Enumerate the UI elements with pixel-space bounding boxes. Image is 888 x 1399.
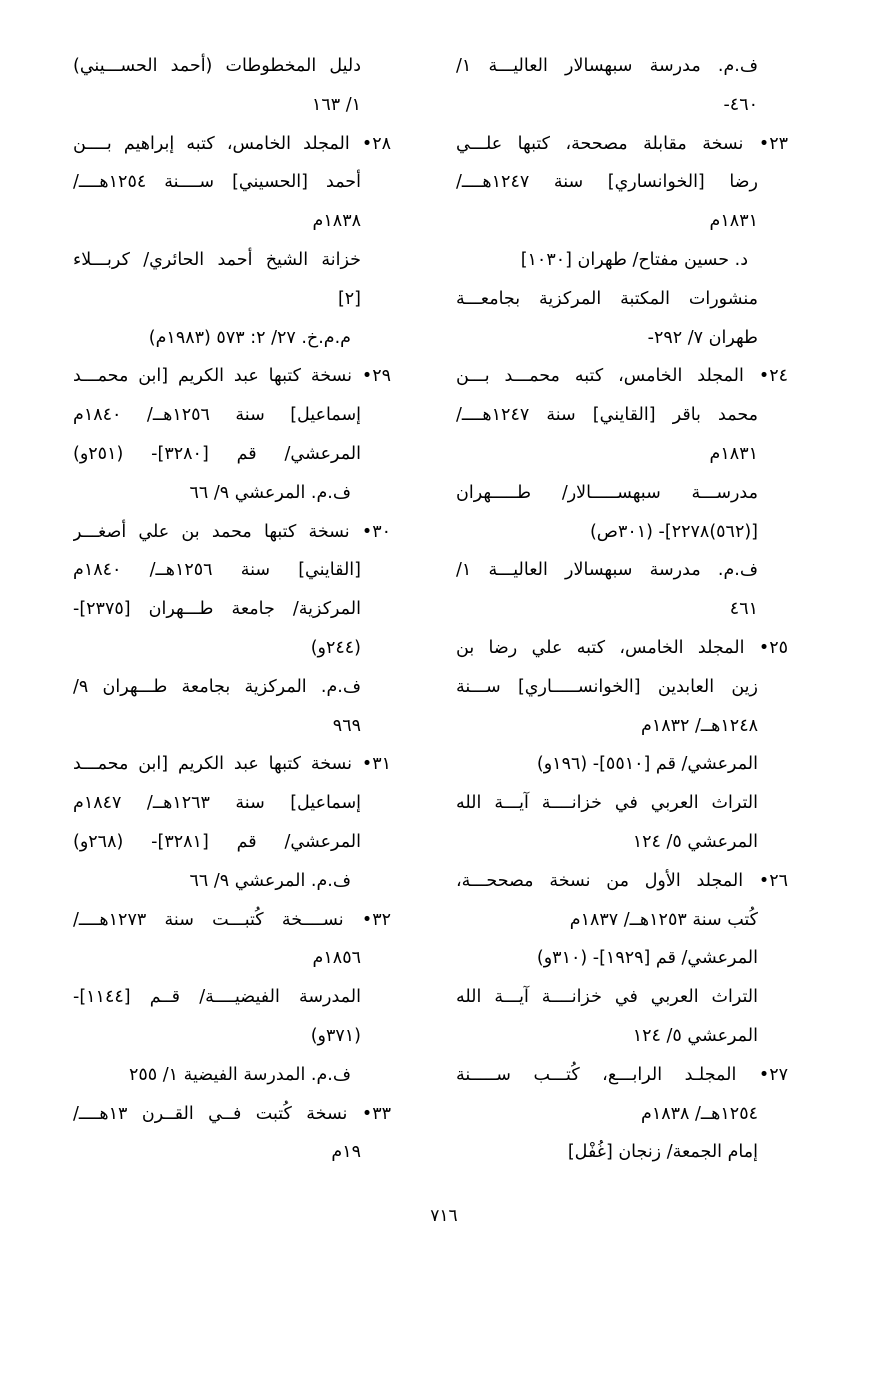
text-line: المرعشي ٥/ ١٢٤	[632, 831, 758, 852]
text-line: ١٢٤٨هــ/ ١٨٣٢م	[640, 715, 758, 736]
text-line: ٤٦١	[729, 599, 758, 620]
text-line: التراث العربي في خزانــــة آيـــة الله	[456, 987, 758, 1008]
left-column	[73, 47, 391, 1172]
text-line: أحمد [الحسيني] ســــنة ١٢٥٤هــــ/	[73, 172, 361, 193]
text-line: ٢٤• المجلد الخامس، كتبه محمـــد بـــن	[456, 366, 788, 387]
text-line: المدرسة الفيضيــــة/ قــم [١١٤٤]-	[73, 987, 361, 1008]
text-line: ف.م. المرعشي ٩/ ٦٦	[189, 482, 351, 503]
text-line: إمام الجمعة/ زنجان [غُفْل]	[567, 1142, 758, 1163]
text-line: ١٩م	[331, 1142, 361, 1163]
text-line: المركزية/ جامعة طـــهران [٢٣٧٥]-	[73, 599, 361, 620]
text-line: ٩٦٩	[332, 715, 361, 736]
text-line: ٢٨• المجلد الخامس، كتبه إبراهيم بــــن	[73, 133, 391, 154]
text-line: زين العابدين [الخوانســـــاري] ســـنة	[456, 676, 758, 697]
text-line: ١٨٣١م	[709, 443, 758, 464]
text-line: ٢٥• المجلد الخامس، كتبه علي رضا بن	[456, 637, 788, 658]
text-line: [٢]	[337, 288, 361, 309]
text-line: ف.م. مدرسة سبهسالار العاليـــة ١/	[456, 560, 758, 581]
right-column	[456, 47, 788, 1172]
text-line: المرعشي ٥/ ١٢٤	[632, 1025, 758, 1046]
text-line: ٣٠• نسخة كتبها محمد بن علي أصغـــر	[73, 521, 391, 542]
text-line: ٣٢• نســــخة كُتبـــت سنة ١٢٧٣هــــ/	[73, 909, 391, 930]
text-line: (٣٧١و)	[310, 1025, 361, 1046]
text-line: المرعشي/ قم [٣٢٨١]- (٢٦٨و)	[73, 831, 361, 852]
text-line: خزانة الشيخ أحمد الحائري/ كربـــلاء	[73, 249, 361, 270]
text-line: ف.م. المرعشي ٩/ ٦٦	[189, 870, 351, 891]
text-line: ف.م. المركزية بجامعة طـــهران ٩/	[73, 676, 361, 697]
text-line: ١٢٥٤هــ/ ١٨٣٨م	[640, 1103, 758, 1124]
text-line: مدرســـة سبهســـــالار/ طـــــهران	[456, 482, 758, 503]
text-line: ٢٧• المجلـد الرابـــع، كُتـــب ســـــنة	[456, 1064, 788, 1085]
text-line: دليل المخطوطات (أحمد الحســـيني)	[73, 56, 361, 76]
page-number: ٧١٦	[430, 1206, 458, 1226]
text-line: التراث العربي في خزانــــة آيـــة الله	[456, 793, 758, 814]
text-line: ٢٩• نسخة كتبها عبد الكريم [ابن محمـــد	[73, 366, 391, 387]
text-line: ١٨٥٦م	[312, 948, 361, 969]
text-line: ٣٣• نسخة كُتبت فــي القــرن ١٣هــــ/	[73, 1103, 391, 1124]
text-line: ١٨٣٨م	[312, 211, 361, 232]
text-line: ٢٣• نسخة مقابلة مصححة، كتبها علـــي	[456, 133, 788, 154]
text-line: ٢٦• المجلد الأول من نسخة مصححـــة،	[456, 870, 788, 891]
text-line: ١/ ١٦٣	[311, 94, 361, 115]
text-line: محمد باقر [القايني] سنة ١٢٤٧هــــ/	[456, 405, 758, 426]
text-line: كُتب سنة ١٢٥٣هــ/ ١٨٣٧م	[569, 909, 758, 930]
text-line: ٣١• نسخة كتبها عبد الكريم [ابن محمـــد	[73, 754, 391, 775]
text-line: منشورات المكتبة المركزية بجامعـــة	[456, 288, 758, 309]
text-line: [(٥٦٢)٢٢٧٨]- (٣٠١ص)	[589, 521, 758, 542]
text-line: إسماعيل] سنة ١٢٦٣هــ/ ١٨٤٧م	[73, 793, 361, 814]
text-line: المرعشي/ قم [٣٢٨٠]- (٢٥١و)	[73, 443, 361, 464]
text-line: د. حسين مفتاح/ طهران [١٠٣٠]	[520, 249, 748, 270]
text-line: ف.م. المدرسة الفيضية ١/ ٢٥٥	[128, 1064, 351, 1085]
text-line: (٢٤٤و)	[310, 637, 361, 658]
text-line: المرعشي/ قم [٥٥١٠]- (١٩٦و)	[536, 754, 758, 775]
text-line: المرعشي/ قم [١٩٢٩]- (٣١٠و)	[536, 948, 758, 969]
text-line: إسماعيل] سنة ١٢٥٦هــ/ ١٨٤٠م	[73, 405, 361, 426]
text-line: ٤٦٠-	[723, 94, 758, 115]
text-line: طهران ٧/ ٢٩٢-	[647, 327, 758, 348]
text-line: [القايني] سنة ١٢٥٦هــ/ ١٨٤٠م	[73, 560, 361, 581]
text-line: ف.م. مدرسة سبهسالار العاليـــة ١/	[456, 56, 758, 76]
text-line: رضا [الخوانساري] سنة ١٢٤٧هــــ/	[456, 172, 758, 193]
text-line: ١٨٣١م	[709, 211, 758, 232]
text-line: م.م.خ. ٢٧/ ٢: ٥٧٣ (١٩٨٣م)	[148, 327, 351, 348]
